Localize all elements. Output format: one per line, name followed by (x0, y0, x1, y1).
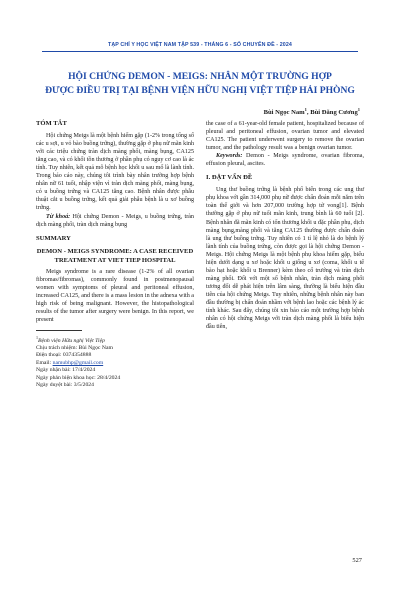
author-2-affiliation: 1 (357, 107, 360, 112)
footnote-corresponding: Chịu trách nhiệm: Bùi Ngọc Nam (36, 344, 113, 351)
email-link[interactable]: namubhp@gmail.com (52, 359, 104, 366)
author-1: Bùi Ngọc Nam (263, 109, 305, 117)
footnote-affiliation-text: Bệnh viện Hữu nghị Việt Tiệp (38, 337, 105, 344)
footnote-rule (36, 330, 82, 331)
tukhoa-text: Hội chứng Demon - Meigs, u buồng trứng, tràn dịch màng phổi, tràn dịch màng bụng (36, 213, 194, 228)
footnotes (36, 334, 194, 390)
footnote-accepted: Ngày duyệt bài: 3/5/2024 (36, 382, 94, 388)
article-title-line-1: HỘI CHỨNG DEMON - MEIGS: NHÂN MỘT TRƯỜNG HỢP (68, 71, 332, 82)
tukhoa-label: Từ khoá: (46, 213, 71, 220)
footnote-reviewed: Ngày phản biện khoa học: 28/4/2024 (36, 374, 121, 381)
header-rule (42, 51, 358, 52)
keywords-text: Demon - Meigs syndrome, ovarian fibroma, effusion pleural, ascites. (206, 153, 364, 168)
tomtat-heading: TÓM TẮT (36, 120, 67, 127)
author-line (264, 107, 360, 116)
english-abstract-start: Meigs syndrome is a rare disease (1-2% of all ovarian fibromas/fibromas), commonly found in postmenopausal women with symptoms of pleural and peritoneal effusion, increased CA125, and there is a mass lesion in the adnexa with a high risk of being malignant. However, the histopathological results of the tumor after surgery were benign. In this report, we present (36, 268, 194, 323)
datvande-heading: I. ĐẶT VẤN ĐỀ (206, 174, 253, 182)
datvande-paragraph: Ung thư buồng trứng là bệnh phổ biến trong các ung thư phụ khoa với gần 314,000 phụ nữ được chẩn đoán mỗi năm trên toàn thế giới và hơn 207,000 trường hợp tử vong[1]. Bệnh thường gặp ở phụ nữ tuổi mãn kinh, trung bình là 60 tuổi [2]. Bệnh nhân đã mãn kinh có tổn thương khối u đặc phần phụ, dịch màng bụng,màng phổi và tăng CA125 thường được chẩn đoán là ung thư buồng trứng. Tuy nhiên có 1 tỉ lệ nhỏ là do bệnh lý lành tính của buồng trứng, còn được gọi là hội chứng Demon - Meigs. Hội chứng Meigs là một bệnh phụ khoa hiếm gặp, biểu hiện dưới dạng u xơ hoặc khối u giống u xơ (coma, khối u tế bào hạt hoặc khối u Brenner) kèm theo cổ trướng và tràn dịch màng phổi. Đối với một số bệnh nhân, tràn dịch màng phổi tương đối dễ phát hiện trên lâm sàng, thường là biểu hiện đầu tiên của hội chứng Meigs. Tuy nhiên, những bệnh nhân này ban đầu thường bị chẩn đoán nhầm với bệnh lao hoặc các bệnh lý ác tính khác. Sau đây, chúng tôi xin báo cáo một trường hợp bệnh nhân có hội chứng Meigs với tràn dịch màng phổi là biểu hiện đầu tiên, (206, 187, 364, 331)
article-title-line-2: ĐƯỢC ĐIỀU TRỊ TẠI BỆNH VIỆN HỮU NGHỊ VIỆT TIỆP HẢI PHÒNG (45, 85, 355, 96)
footnote-email-label: Email: (36, 359, 52, 366)
journal-header: TẠP CHÍ Y HỌC VIỆT NAM TẬP 539 - THÁNG 6 - SỐ CHUYÊN ĐỀ - 2024 (108, 42, 292, 48)
english-abstract-continued: the case of a 61-year-old female patient, hospitalized because of pleural and peritoneal effusion, ovarian tumor and elevated CA125. The patient underwent surgery to remove the ovarian tumor, and the pathology result was a benign ovarian tumor. (206, 121, 364, 152)
summary-heading: SUMMARY (36, 234, 71, 242)
footnote-email (36, 360, 194, 367)
footnote-affiliation (36, 334, 194, 345)
footnote-phone: Điện thoại: 0374354888 (36, 352, 92, 359)
page-number: 527 (352, 557, 362, 564)
right-column (206, 120, 364, 331)
english-title: DEMON - MEIGS SYNDROME: A CASE RECEIVED TREATMENT AT VIET TIEP HOSPITAL (36, 247, 194, 264)
keywords-label: Keywords: (216, 153, 243, 160)
keywords-paragraph (206, 152, 364, 168)
author-separator: , (306, 109, 311, 117)
author-1-affiliation: 1 (304, 107, 307, 112)
footnote-affiliation-mark: 1 (36, 334, 38, 340)
tukhoa-paragraph (36, 213, 194, 229)
author-2: Bùi Đăng Cương (310, 109, 358, 117)
tomtat-body: Hội chứng Meigs là một bệnh hiếm gặp (1-2% trong tổng số các u sợi, u vỏ bào buồng trứng), thường gặp ở phụ nữ mãn kinh với các triệu chứng tràn dịch màng phổi, màng bụng, CA125 tăng cao, và có khối tồn thương ở phần phụ có nguy cơ cao là ác tính. Tuy nhiên, kết quả mô bệnh học khối u sau mổ là lành tính. Trong báo cáo này, chúng tôi trình bày nhân trường hợp bệnh nhân nữ 61 tuổi, nhập viện vì tràn dịch màng phổi, màng bụng, có u buồng trứng và CA125 tăng cao. Bệnh nhân được phẫu thuật cắt u buồng trứng, kết quả giải phẫu bệnh là u xơ buồng trứng. (36, 133, 194, 212)
footnote-received: Ngày nhận bài: 17/4/2024 (36, 367, 96, 374)
left-column (36, 120, 194, 389)
